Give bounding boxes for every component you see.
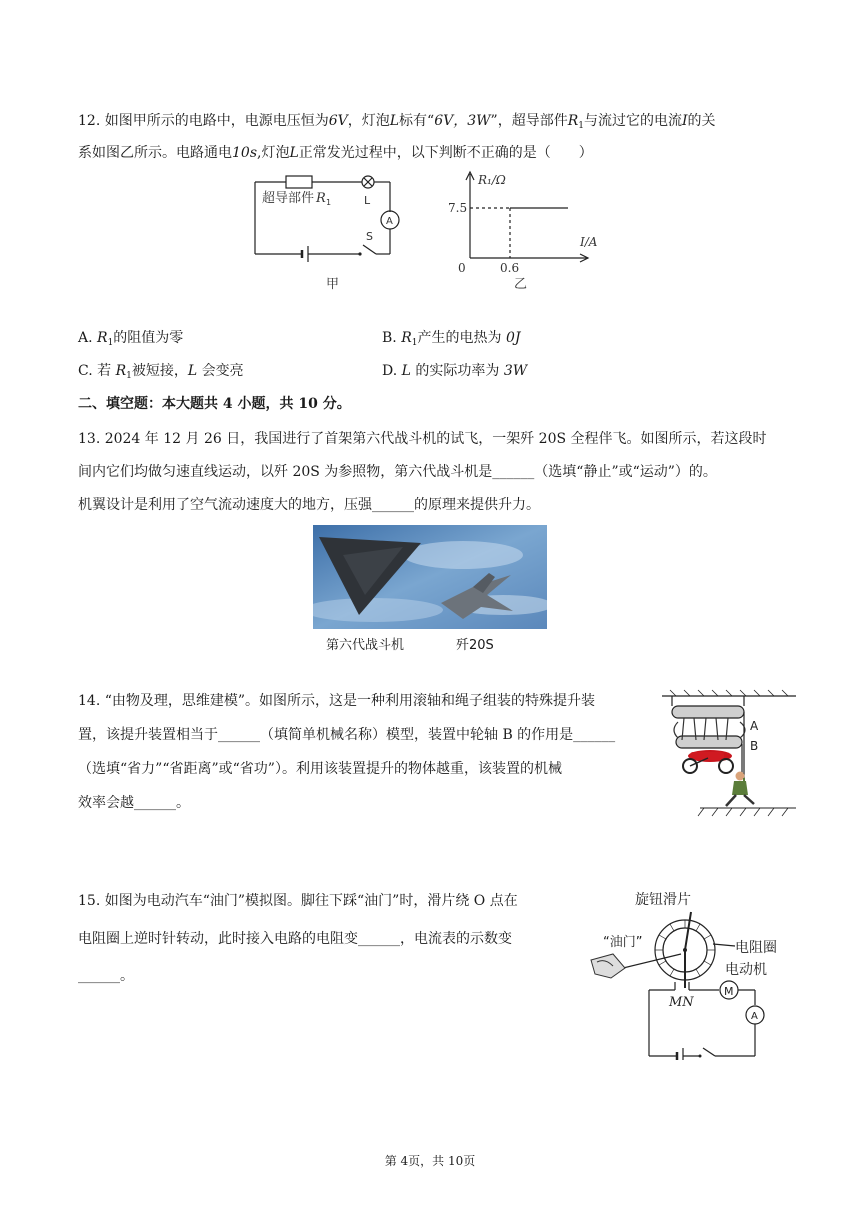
q12-option-a: A. $R_1$的阻值为零 [78, 330, 184, 348]
caption-sixth-gen: 第六代战斗机 [326, 638, 405, 653]
caption-jia: 甲 [326, 277, 340, 292]
label-R1-sub: 1 [326, 198, 332, 207]
label-motor: 电动机 [725, 962, 767, 978]
label-lamp: L [364, 194, 371, 207]
q14-line4: 效率会越______。 [78, 795, 190, 811]
label-ammeter-A: A [751, 1011, 758, 1022]
caption-j20s: 歼20S [456, 638, 494, 653]
lifting-device-figure [660, 688, 800, 830]
label-motor-M: M [724, 985, 734, 998]
q13-line3: 机翼设计是利用了空气流动速度大的地方，压强______的原理来提供升力。 [78, 497, 540, 513]
graph-xtick: 0.6 [500, 261, 520, 275]
label-knob-slider: 旋钮滑片 [635, 892, 691, 908]
label-MN: MN [669, 995, 694, 1010]
q13-line1: 13. 2024 年 12 月 26 日，我国进行了首架第六代战斗机的试飞，一架歼 20S 全程伴飞。如图所示，若这段时 [78, 431, 767, 447]
circuit-diagram-jia [250, 168, 400, 294]
label-R1: R [316, 191, 326, 206]
page-footer: 第 4页，共 10页 [384, 1154, 476, 1168]
graph-origin: 0 [458, 261, 466, 275]
graph-ytick: 7.5 [448, 201, 468, 215]
q12-option-b: B. $R_1$产生的电热为 0J [382, 330, 521, 348]
graph-ylabel: R₁/Ω [478, 173, 506, 187]
label-switch: S [366, 230, 373, 243]
label-supercond: 超导部件 [262, 191, 315, 206]
fighter-jets-photo [313, 525, 547, 629]
label-throttle: “油门” [603, 935, 643, 950]
caption-yi: 乙 [514, 277, 528, 292]
q14-line3: （选填“省力”“省距离”或“省功”）。利用该装置提升的物体越重，该装置的机械 [78, 761, 562, 777]
label-coil: 电阻圈 [735, 940, 777, 956]
q14-line2: 置，该提升装置相当于______（填简单机械名称）模型，装置中轮轴 B 的作用是______ [78, 727, 616, 743]
q12-option-d: D. L 的实际功率为 3W [382, 363, 528, 379]
section-2-title: 二、填空题：本大题共 4 小题，共 10 分。 [78, 396, 351, 412]
q12-option-c: C. 若 $R_1$被短接，L 会变亮 [78, 363, 244, 381]
q13-line2: 间内它们均做匀速直线运动，以歼 20S 为参照物，第六代战斗机是______（选填“静止”或“运动”）的。 [78, 464, 717, 480]
q12-line1: 12. 如图甲所示的电路中，电源电压恒为6V，灯泡L标有“6V，3W”，超导部件$R_1$与流过它的电流I的关 [78, 113, 716, 131]
q15-line3: ______。 [78, 968, 134, 984]
label-axle-B: B [750, 739, 759, 753]
q14-line1: 14. “由物及理，思维建模”。如图所示，这是一种利用滚轴和绳子组装的特殊提升装 [78, 693, 596, 709]
q15-line2: 电阻圈上逆时针转动，此时接入电路的电阻变______，电流表的示数变 [78, 931, 512, 947]
graph-xlabel: I/A [580, 235, 598, 249]
throttle-model-figure [585, 888, 790, 1060]
graph-yi [448, 168, 613, 294]
q12-line2: 系如图乙所示。电路通电10s,灯泡L正常发光过程中，以下判断不正确的是（ ） [78, 145, 593, 161]
label-ammeter: A [386, 216, 393, 227]
q15-line1: 15. 如图为电动汽车“油门”模拟图。脚往下踩“油门”时，滑片绕 O 点在 [78, 893, 518, 909]
label-axle-A: A [750, 719, 759, 733]
